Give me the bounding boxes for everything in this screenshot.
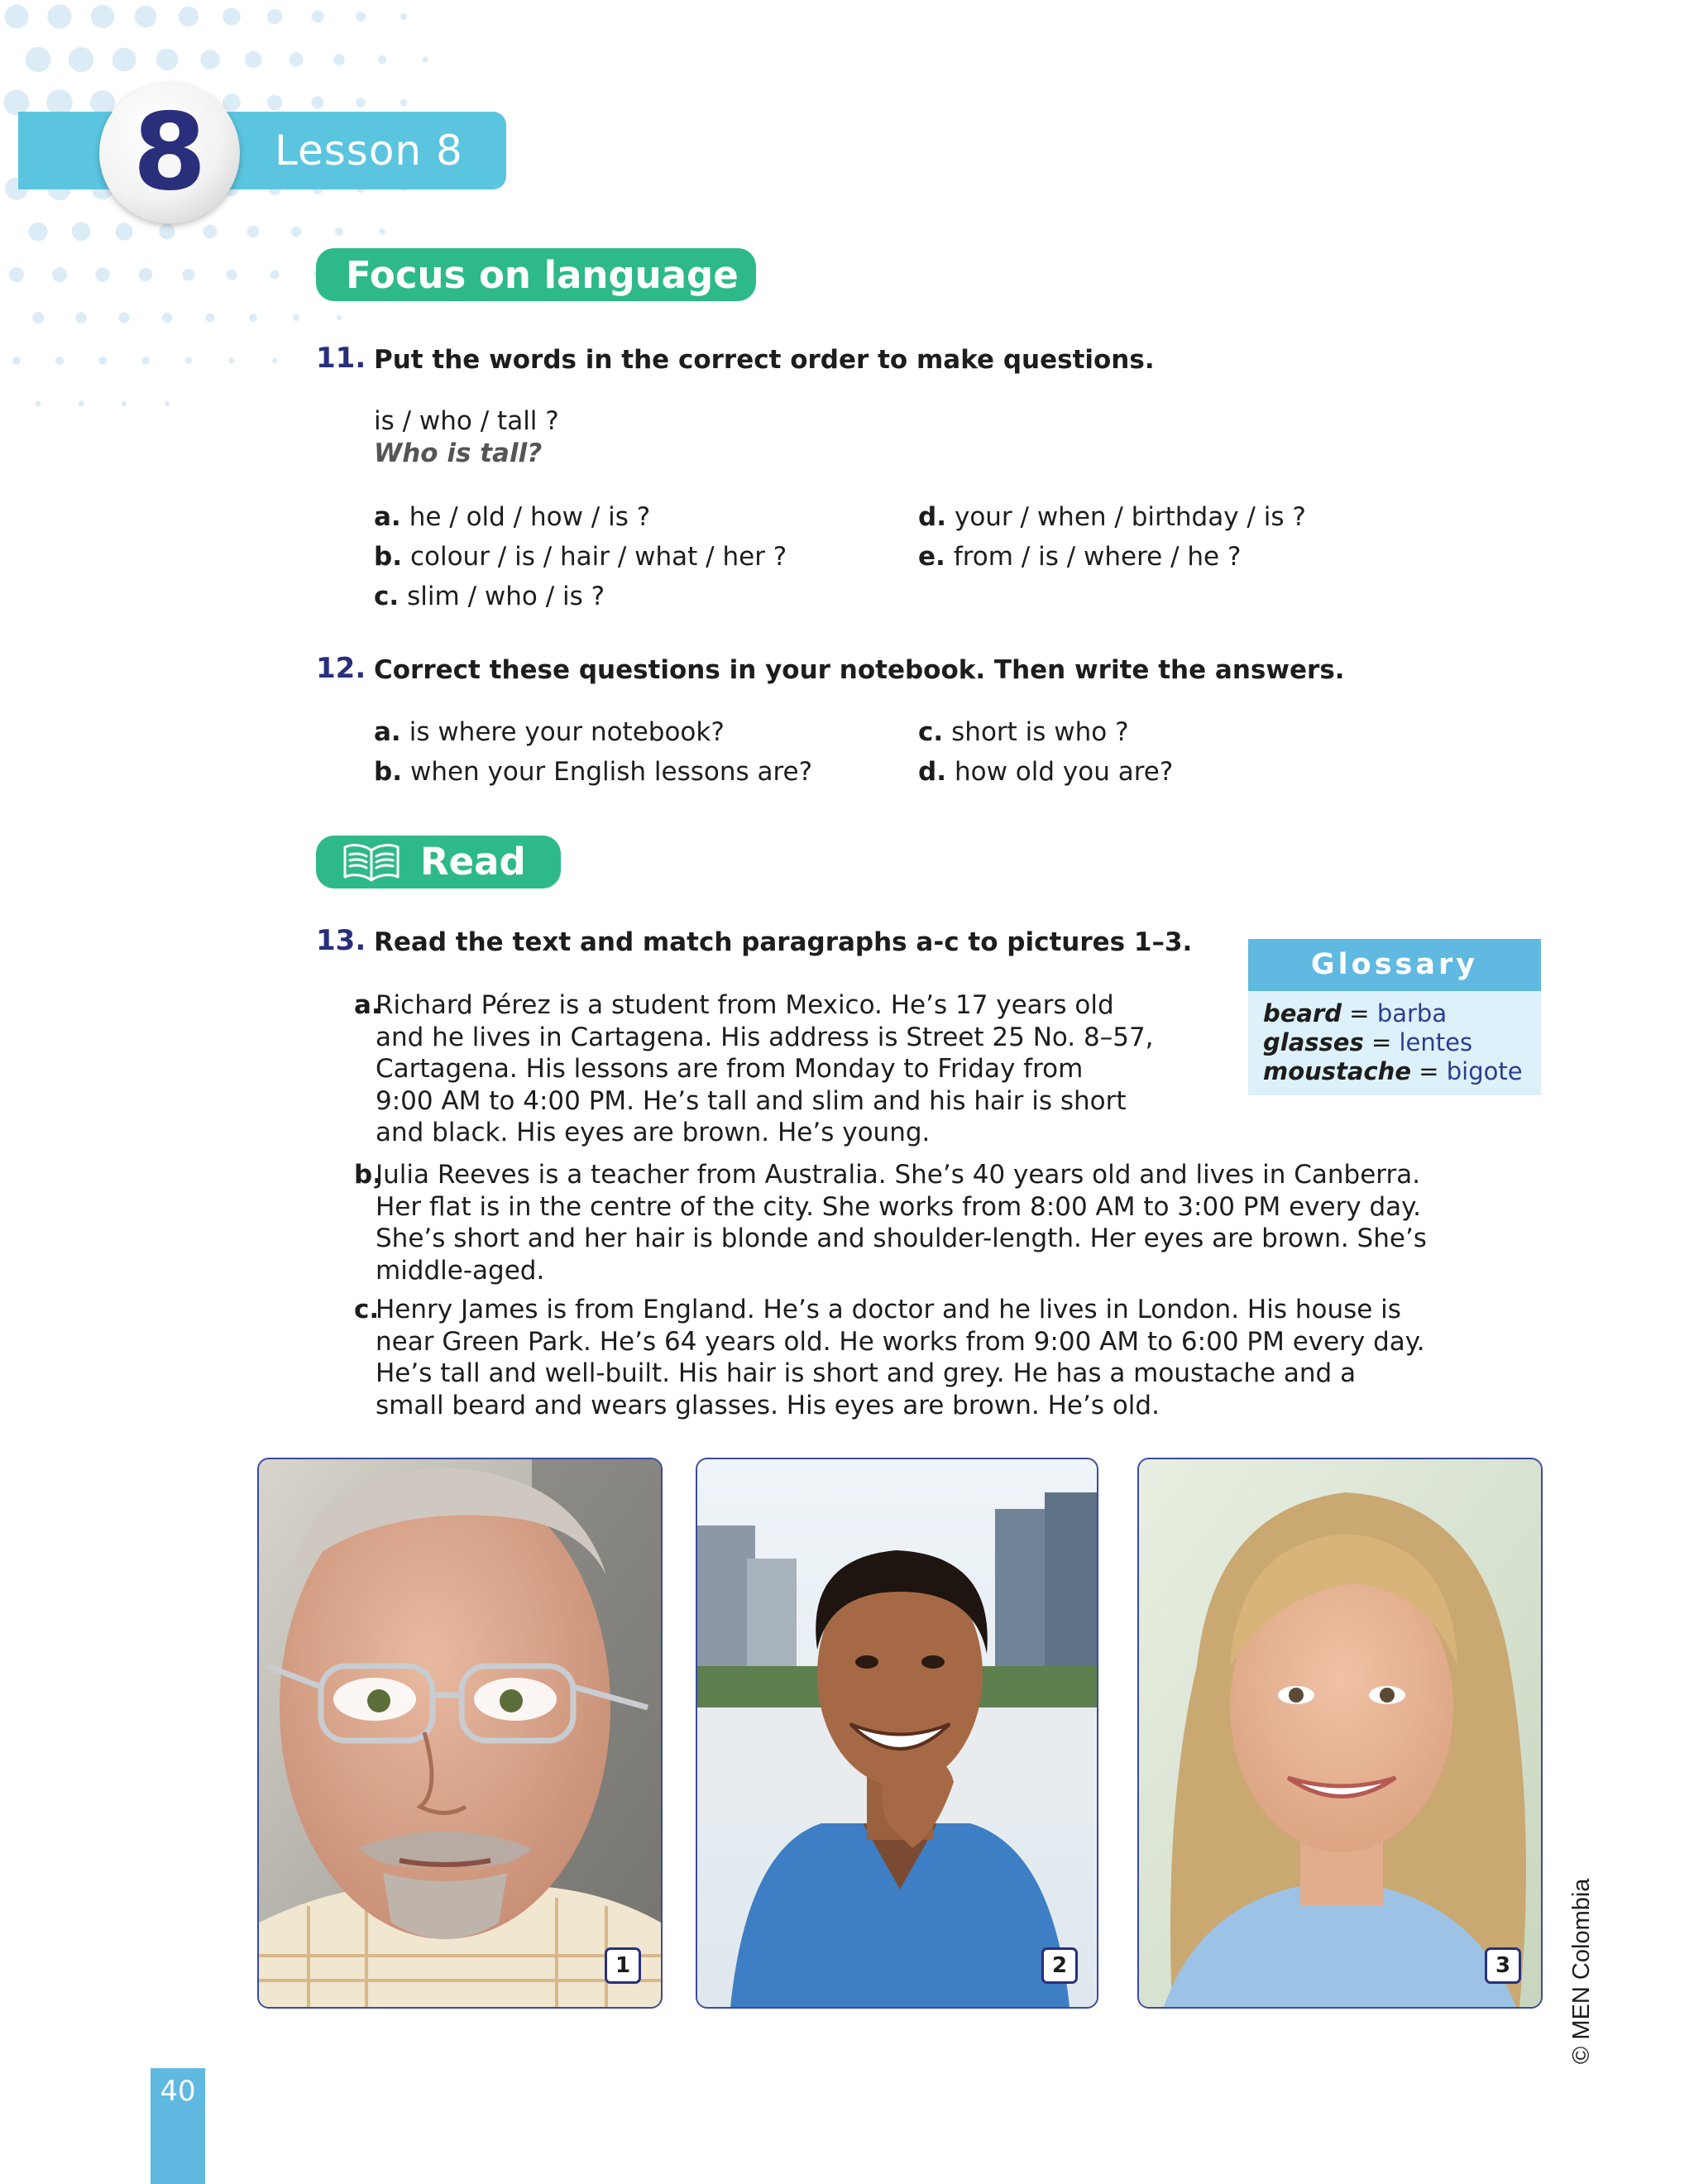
decorative-dot xyxy=(26,47,51,73)
picture-3 xyxy=(1137,1458,1543,2009)
section-read xyxy=(316,836,561,888)
exercise-number: 12. xyxy=(316,652,366,685)
decorative-dot xyxy=(165,401,170,406)
section-title: Read xyxy=(420,840,526,884)
decorative-dot xyxy=(267,9,282,24)
decorative-dot xyxy=(293,314,299,321)
decorative-dot xyxy=(291,227,301,237)
decorative-dot xyxy=(122,401,127,407)
decorative-dot xyxy=(139,268,152,281)
decorative-dot xyxy=(311,96,323,108)
example-answer: Who is tall? xyxy=(374,438,543,468)
decorative-dot xyxy=(423,57,428,63)
list-item: a. he / old / how / is ? xyxy=(374,502,651,532)
decorative-dot xyxy=(91,5,114,28)
decorative-dot xyxy=(400,13,407,20)
exercise-number: 13. xyxy=(316,924,366,957)
decorative-dot xyxy=(333,54,345,65)
decorative-dot xyxy=(183,269,195,281)
decorative-dot xyxy=(5,5,29,29)
list-item: c. short is who ? xyxy=(918,717,1129,747)
decorative-dot xyxy=(9,267,24,282)
decorative-dot xyxy=(179,7,199,26)
decorative-dot xyxy=(267,95,282,110)
exercise-instruction: Read the text and match paragraphs a-c to pictures 1–3. xyxy=(374,927,1193,957)
decorative-dot xyxy=(69,47,93,72)
decorative-dot xyxy=(47,4,71,28)
reading-paragraph-a: a. Richard Pérez is a student from Mexico. He’s 17 years old and he lives in Cartagena. His address is Street 25 No. 8–57, Cartagena. His lessons are from Monday to Friday from 9:00 AM to 4:00 PM. He’s tall and slim and his hair is short and black. His eyes are brown. He’s young. xyxy=(354,990,1154,1147)
decorative-dot xyxy=(400,99,408,107)
exercise-instruction: Correct these questions in your notebook. Then write the answers. xyxy=(374,655,1345,685)
glossary-title: Glossary xyxy=(1248,939,1541,991)
picture-number-label: 1 xyxy=(605,1947,641,1984)
copyright-notice: © MEN Colombia xyxy=(1568,1878,1595,2064)
decorative-dot xyxy=(112,48,136,72)
decorative-dot xyxy=(55,357,64,365)
photo-middle-aged-woman xyxy=(1139,1459,1541,2007)
decorative-dot xyxy=(79,401,84,407)
exercise-instruction: Put the words in the correct order to make questions. xyxy=(374,345,1155,375)
photo-older-man xyxy=(259,1459,661,2007)
photo-young-man xyxy=(697,1459,1097,2007)
decorative-dot xyxy=(379,228,385,235)
list-item: b. when your English lessons are? xyxy=(374,757,813,787)
decorative-dot xyxy=(36,401,41,407)
decorative-dot xyxy=(156,49,178,70)
decorative-dot xyxy=(227,270,237,280)
reading-paragraph-b: b. Julia Reeves is a teacher from Australia. She’s 40 years old and lives in Canberra. Her flat is in the centre of the city. She works from 8:00 AM to 3:00 PM every day. She’s short and her hair is blonde and shoulder-length. Her eyes are brown. She’s middle-aged. xyxy=(354,1160,1427,1286)
lesson-title: Lesson 8 xyxy=(275,127,463,175)
decorative-dot xyxy=(159,223,175,239)
decorative-dot xyxy=(32,312,44,323)
exercise-number: 11. xyxy=(316,342,366,375)
decorative-dot xyxy=(245,51,261,68)
decorative-dot xyxy=(72,223,91,242)
lesson-number: 8 xyxy=(132,91,207,214)
decorative-dot xyxy=(203,225,218,239)
list-item: b. colour / is / hair / what / her ? xyxy=(374,542,787,572)
page-number: 40 xyxy=(160,2075,196,2108)
decorative-dot xyxy=(118,312,129,323)
decorative-dot xyxy=(206,314,215,323)
decorative-dot xyxy=(228,357,235,364)
list-item: a. is where your notebook? xyxy=(374,717,725,747)
decorative-dot xyxy=(200,50,220,69)
picture-number-label: 2 xyxy=(1041,1947,1078,1984)
glossary-entry: moustache = bigote xyxy=(1263,1057,1523,1085)
list-item: c. slim / who / is ? xyxy=(374,582,605,611)
open-book-icon xyxy=(341,841,402,884)
reading-paragraph-c: c. Henry James is from England. He’s a doctor and he lives in London. His house is near Green Park. He’s 64 years old. He works from 9:00 AM to 6:00 PM every day. He’s tall and well-built. His hair is short and grey. He has a moustache and a small beard and wears glasses. His eyes are brown. He’s old. xyxy=(354,1295,1425,1420)
picture-2 xyxy=(696,1458,1098,2009)
decorative-dot xyxy=(135,6,157,28)
decorative-dot xyxy=(270,270,279,279)
decorative-dot xyxy=(95,267,110,282)
decorative-dot xyxy=(289,52,303,66)
example-prompt: is / who / tall ? xyxy=(374,406,559,436)
section-focus-on-language xyxy=(316,248,756,301)
decorative-dot xyxy=(141,357,149,364)
glossary-entry: glasses = lentes xyxy=(1263,1028,1473,1056)
section-title: Focus on language xyxy=(346,252,739,297)
decorative-dot xyxy=(272,358,277,363)
glossary-box xyxy=(1248,991,1541,1095)
decorative-dot xyxy=(29,223,48,242)
decorative-dot xyxy=(378,55,386,64)
list-item: d. how old you are? xyxy=(918,757,1174,787)
list-item: e. from / is / where / he ? xyxy=(918,542,1242,572)
decorative-dot xyxy=(223,7,241,26)
decorative-dot xyxy=(356,12,366,22)
decorative-dot xyxy=(115,223,132,240)
picture-1 xyxy=(257,1458,663,2009)
decorative-dot xyxy=(356,98,366,108)
decorative-dot xyxy=(98,357,107,365)
decorative-dot xyxy=(75,312,87,323)
decorative-dot xyxy=(185,357,193,365)
decorative-dot xyxy=(162,313,172,323)
list-item: d. your / when / birthday / is ? xyxy=(918,502,1306,532)
decorative-dot xyxy=(312,11,324,23)
picture-number-label: 3 xyxy=(1485,1947,1521,1984)
decorative-dot xyxy=(249,314,257,322)
decorative-dot xyxy=(247,226,260,238)
glossary-entry: beard = barba xyxy=(1263,999,1448,1027)
decorative-dot xyxy=(12,357,21,365)
decorative-dot xyxy=(52,267,67,282)
decorative-dot xyxy=(337,315,342,320)
decorative-dot xyxy=(335,228,343,236)
